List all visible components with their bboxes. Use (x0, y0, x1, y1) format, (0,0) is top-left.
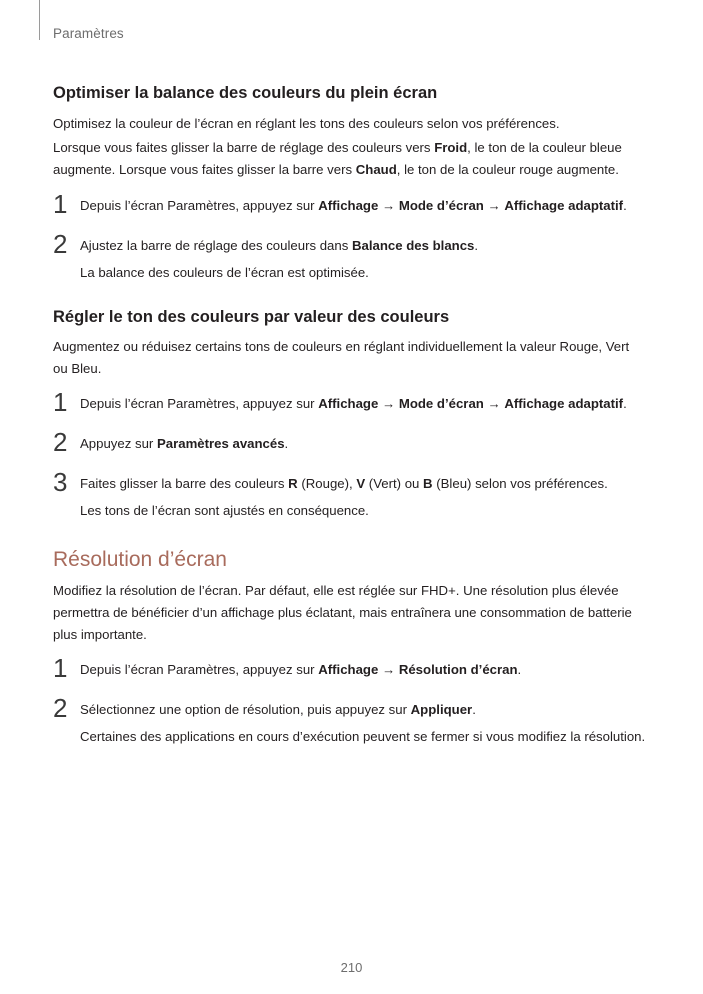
paragraph-balance-intro: Optimisez la couleur de l’écran en réglant les tons des couleurs selon vos préférences. (53, 116, 560, 131)
header-rule (39, 0, 40, 40)
paragraph-tone-intro: Augmentez ou réduisez certains tons de couleurs en réglant individuellement la valeur Rouge, Vert ou Bleu. (53, 339, 630, 376)
step-text: Sélectionnez une option de résolution, puis appuyez sur Appliquer. (80, 702, 476, 717)
step-result: Les tons de l’écran sont ajustés en conséquence. (80, 503, 369, 518)
step-number: 3 (53, 467, 68, 497)
section-heading-balance: Optimiser la balance des couleurs du plein écran (53, 84, 438, 102)
step-number: 2 (53, 229, 68, 259)
step-text: Ajustez la barre de réglage des couleurs dans Balance des blancs. (80, 238, 479, 253)
step-text: Faites glisser la barre des couleurs R (Rouge), V (Vert) ou B (Bleu) selon vos préférences. (80, 476, 608, 491)
page-number: 210 (340, 960, 363, 975)
section-heading-tone: Régler le ton des couleurs par valeur des couleurs (53, 308, 450, 326)
step-number: 2 (53, 427, 68, 457)
step-result: La balance des couleurs de l’écran est optimisée. (80, 265, 369, 280)
step-number: 1 (53, 653, 68, 683)
step-text: Appuyez sur Paramètres avancés. (80, 436, 289, 451)
step-text: Depuis l’écran Paramètres, appuyez sur Affichage → Résolution d’écran. (80, 662, 522, 677)
step-text: Depuis l’écran Paramètres, appuyez sur Affichage → Mode d’écran → Affichage adaptatif. (80, 396, 627, 411)
step-number: 1 (53, 189, 68, 219)
running-header: Paramètres (53, 26, 124, 41)
step-number: 2 (53, 693, 68, 723)
step-number: 1 (53, 387, 68, 417)
paragraph-resolution-intro: Modifiez la résolution de l’écran. Par défaut, elle est réglée sur FHD+. Une résolution plus élevée permettra de bénéficier d’un affichage plus éclatant, mais entraînera une consommation de batterie plus importante. (53, 583, 632, 642)
section-heading-resolution: Résolution d’écran (53, 548, 227, 571)
step-result: Certaines des applications en cours d’exécution peuvent se fermer si vous modifiez la résolution. (80, 729, 646, 744)
paragraph-balance-detail: Lorsque vous faites glisser la barre de réglage des couleurs vers Froid, le ton de la couleur bleue augmente. Lorsque vous faites glisser la barre vers Chaud, le ton de la couleur rouge augmente. (53, 140, 622, 177)
step-text: Depuis l’écran Paramètres, appuyez sur Affichage → Mode d’écran → Affichage adaptatif. (80, 198, 627, 213)
